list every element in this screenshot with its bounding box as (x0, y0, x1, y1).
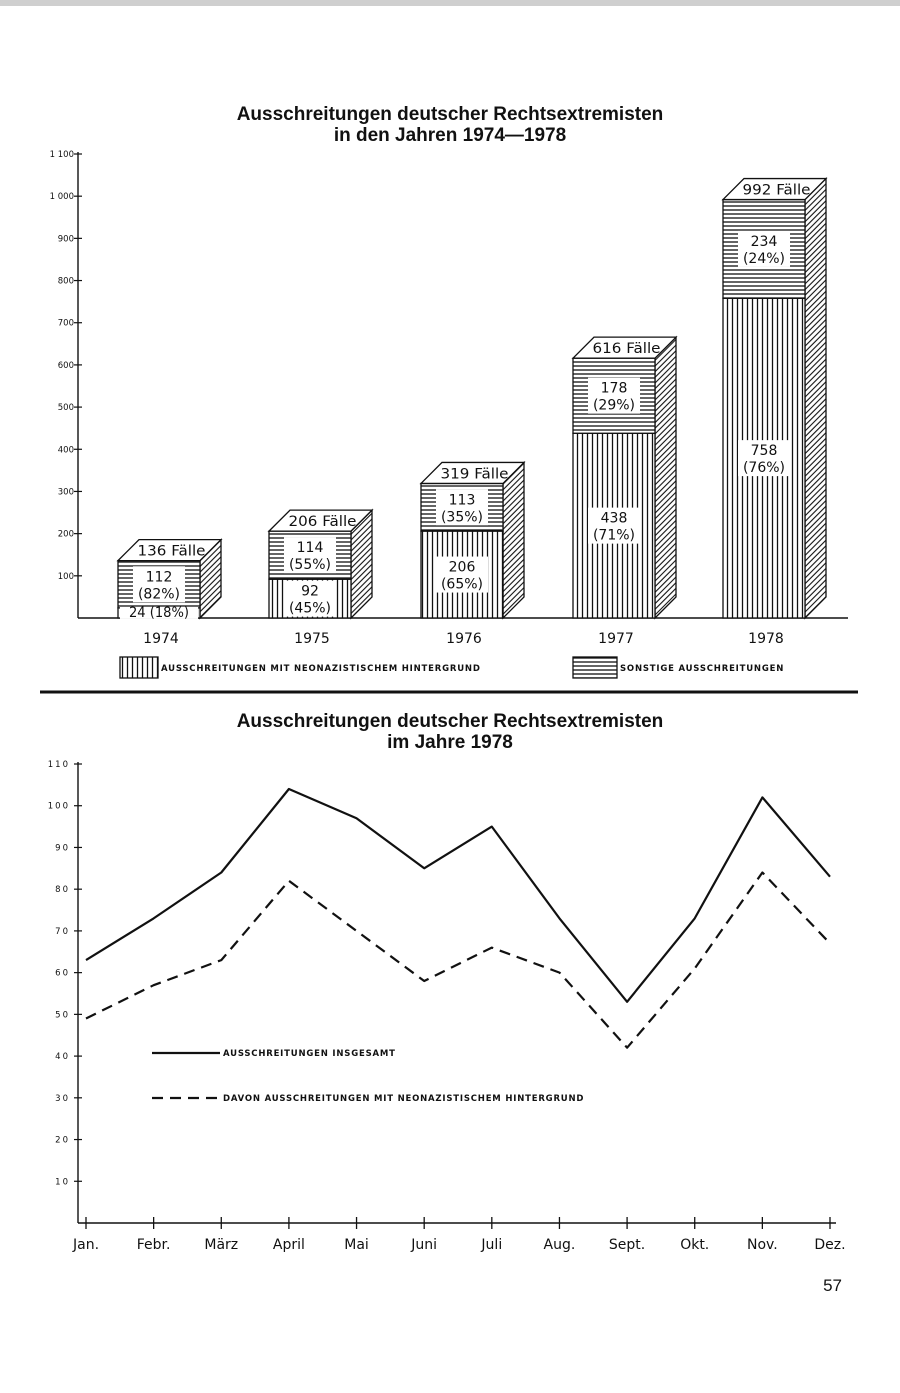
bar-y-tick-label: 700 (57, 318, 74, 329)
line-y-tick-label: 110 (47, 760, 70, 770)
bar-label-neonazi-count: 438 (600, 510, 628, 527)
bar-label-neonazi-count: 758 (750, 443, 778, 460)
bar-label-other-percent: (29%) (592, 397, 636, 414)
line-x-tick-label: Okt. (680, 1237, 710, 1253)
bar-label-other-percent: (24%) (742, 250, 786, 267)
bar-label-other-count: 178 (600, 380, 628, 397)
line-x-tick-label: Aug. (543, 1237, 576, 1253)
bar-y-tick-label: 100 (57, 571, 74, 582)
line-chart-title-line-1: Ausschreitungen deutscher Rechtsextremisten (236, 711, 664, 732)
bar-total-label: 319 Fälle (440, 466, 509, 483)
bar-total-label: 206 Fälle (288, 514, 357, 531)
line-chart (48, 760, 846, 1253)
bar-group-1976 (421, 462, 524, 647)
bar-legend (120, 657, 784, 678)
bar-side-face (655, 337, 676, 618)
bar-label-other-percent: (82%) (137, 586, 181, 603)
line-x-tick-label: Nov. (747, 1237, 778, 1253)
line-x-tick-label: Juni (411, 1237, 438, 1253)
bar-y-tick-label: 900 (57, 234, 74, 245)
bar-label-other-count: 114 (296, 540, 324, 557)
legend-swatch-other (573, 657, 617, 678)
bar-category-label: 1975 (294, 631, 330, 647)
bar-group-1977 (573, 337, 676, 647)
line-x-tick-label: Jan. (72, 1237, 100, 1253)
bar-side-face (503, 462, 524, 618)
bar-category-label: 1974 (143, 631, 179, 647)
bar-label-other-percent: (55%) (288, 557, 332, 574)
bar-group-1974 (118, 540, 221, 647)
bar-total-label: 616 Fälle (592, 341, 661, 358)
bar-y-tick-label: 200 (57, 529, 74, 540)
line-x-tick-label: März (204, 1237, 239, 1253)
line-y-tick-label: 50 (55, 1010, 70, 1021)
legend-swatch-neonazi (120, 657, 158, 678)
bar-category-label: 1976 (446, 631, 482, 647)
line-y-tick-label: 40 (55, 1052, 70, 1063)
bar-category-label: 1978 (748, 631, 784, 647)
bar-label-neonazi-percent: (45%) (288, 600, 332, 617)
bar-label-other-count: 113 (448, 492, 476, 509)
bar-group-1978 (723, 179, 826, 647)
bar-label-other-count: 234 (750, 233, 778, 250)
line-x-tick-label: Febr. (136, 1237, 171, 1253)
line-y-tick-label: 20 (55, 1135, 70, 1146)
bar-category-label: 1977 (598, 631, 634, 647)
bar-y-tick-label: 400 (57, 445, 74, 456)
bar-label-neonazi-count: 206 (448, 559, 476, 576)
bar-label-neonazi: 24 (18%) (129, 604, 189, 621)
line-x-tick-label: Juli (481, 1237, 503, 1253)
line-y-tick-label: 10 (55, 1177, 70, 1188)
line-chart-title-line-2: im Jahre 1978 (387, 732, 513, 753)
bar-group-1975 (269, 510, 372, 647)
bar-total-label: 992 Fälle (742, 182, 811, 199)
line-y-tick-label: 100 (47, 801, 70, 812)
line-x-tick-label: Sept. (608, 1237, 646, 1253)
bar-chart-title-line-2: in den Jahren 1974—1978 (333, 125, 567, 146)
bar-label-neonazi-count: 92 (301, 583, 319, 600)
bar-y-tick-label: 1 100 (49, 150, 74, 160)
line-y-tick-label: 90 (55, 843, 70, 854)
bar-chart-title-line-1: Ausschreitungen deutscher Rechtsextremisten (236, 104, 664, 125)
bar-y-tick-label: 800 (57, 276, 74, 287)
bar-side-face (805, 179, 826, 618)
bar-label-neonazi-percent: (71%) (592, 527, 636, 544)
legend-label-neonazi: DAVON AUSSCHREITUNGEN MIT NEONAZISTISCHEM HINTERGRUND (223, 1094, 585, 1104)
legend-label-other: SONSTIGE AUSSCHREITUNGEN (620, 664, 785, 674)
bar-label-neonazi-percent: (65%) (440, 576, 484, 593)
bar-chart (50, 150, 848, 678)
line-legend (152, 1049, 584, 1104)
bar-y-tick-label: 300 (57, 487, 74, 498)
bar-total-label: 136 Fälle (137, 543, 206, 560)
bar-label-other-percent: (35%) (440, 509, 484, 526)
legend-label-neonazi: AUSSCHREITUNGEN MIT NEONAZISTISCHEM HINTERGRUND (161, 664, 481, 674)
legend-label-total: AUSSCHREITUNGEN INSGESAMT (223, 1049, 396, 1059)
line-y-tick-label: 70 (55, 926, 70, 937)
line-x-tick-label: April (272, 1237, 305, 1253)
line-series-total (86, 789, 830, 1002)
bar-y-tick-label: 1 000 (49, 192, 74, 203)
bar-label-other-count: 112 (145, 569, 173, 586)
bar-y-tick-label: 500 (57, 403, 74, 414)
line-x-tick-label: Mai (344, 1237, 369, 1253)
line-series-neonazi (86, 873, 830, 1048)
line-y-tick-label: 60 (55, 968, 70, 979)
line-x-tick-label: Dez. (814, 1237, 846, 1253)
line-y-tick-label: 80 (55, 885, 70, 896)
line-y-tick-label: 30 (55, 1093, 70, 1104)
bar-y-tick-label: 600 (57, 360, 74, 371)
bar-label-neonazi-percent: (76%) (742, 460, 786, 477)
page-number: 57 (823, 1276, 842, 1295)
